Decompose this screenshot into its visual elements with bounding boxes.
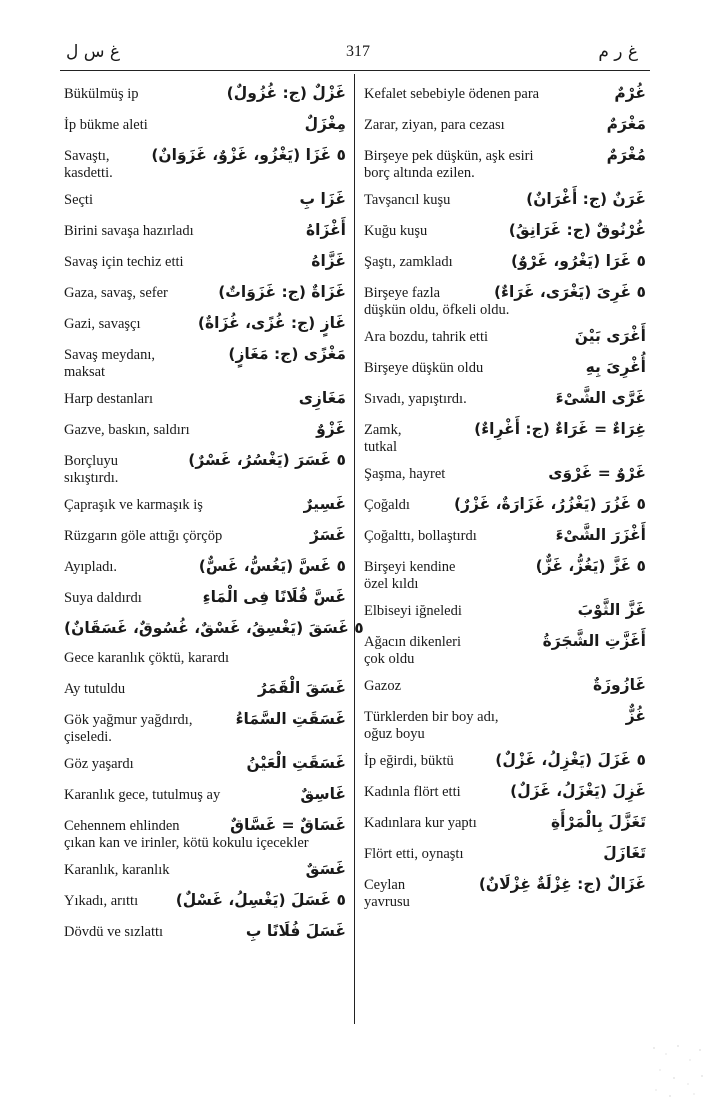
entry-line — [364, 460, 646, 487]
entry-line — [364, 80, 646, 107]
entry-turkish: Gaza, savaş, sefer — [64, 285, 168, 301]
dictionary-entry — [364, 186, 646, 213]
entry-continuation: özel kıldı — [364, 576, 419, 592]
dictionary-entry — [364, 840, 646, 867]
entry-line — [364, 385, 646, 412]
entry-turkish: Gazi, savaşçı — [64, 316, 141, 332]
entry-line — [364, 186, 646, 213]
entry-arabic: غَزِلَ (يَغْزَلُ، غَزَلٌ) — [510, 782, 646, 800]
dictionary-entry — [64, 310, 346, 337]
dictionary-entry — [364, 323, 646, 350]
entry-turkish: Bükülmüş ip — [64, 86, 139, 102]
entry-arabic: غَسَلَ فُلَانًا بِ — [245, 922, 346, 940]
entry-turkish: Ayıpladı. — [64, 559, 118, 575]
dictionary-entry — [64, 584, 346, 611]
entry-line — [64, 217, 346, 244]
entry-arabic: غَرَّى الشَّىْءَ — [555, 389, 646, 407]
entry-turkish: Göz yaşardı — [64, 756, 134, 772]
entry-arabic: ٥ غَزَلَ (يَغْزِلُ، غَزْلٌ) — [495, 751, 646, 769]
entry-turkish: Karanlık, karanlık — [64, 862, 170, 878]
entry-line — [64, 279, 346, 306]
entry-turkish: Birşeye düşkün oldu — [364, 360, 484, 376]
entry-turkish: Ay tutuldu — [64, 681, 126, 697]
entry-turkish: Kadınla flört etti — [364, 784, 461, 800]
entry-line — [364, 840, 646, 867]
entry-turkish: Kefalet sebebiyle ödenen para — [364, 86, 540, 102]
dictionary-entry — [64, 706, 346, 746]
dictionary-entry — [364, 460, 646, 487]
entry-arabic: غَاسِقٌ — [300, 785, 346, 803]
entry-turkish: İp bükme aleti — [64, 117, 148, 133]
entry-turkish: Türklerden bir boy adı, — [364, 709, 499, 725]
dictionary-entry — [364, 354, 646, 381]
entry-arabic: ٥ غَسَرَ (يَغْسُرُ، غَسْرٌ) — [188, 451, 346, 469]
dictionary-entry — [364, 142, 646, 182]
entry-continuation: kasdetti. — [64, 165, 113, 181]
dictionary-entry — [364, 416, 646, 456]
dictionary-entry — [64, 887, 346, 914]
dictionary-entry — [64, 416, 346, 443]
dictionary-entry — [364, 809, 646, 836]
entry-arabic: أَغْزَاهُ — [305, 221, 346, 239]
entry-line — [64, 416, 346, 443]
entry-line — [64, 750, 346, 777]
entry-arabic: مُغْرَمٌ — [606, 146, 646, 164]
dictionary-entry — [64, 856, 346, 883]
entry-turkish: Birini savaşa hazırladı — [64, 223, 194, 239]
entry-turkish: Şaştı, zamkladı — [364, 254, 453, 270]
entry-turkish: Tavşancıl kuşu — [364, 192, 451, 208]
entry-turkish: Elbiseyi iğneledi — [364, 603, 462, 619]
dictionary-entry — [64, 341, 346, 381]
entry-arabic: ٥ غَسَلَ (يَغْسِلُ، غَسْلٌ) — [175, 891, 346, 909]
entry-line — [64, 856, 346, 883]
header-rule — [60, 70, 650, 71]
dictionary-entry — [64, 447, 346, 487]
entry-line — [364, 217, 646, 244]
right-column — [364, 80, 646, 915]
entry-line — [64, 385, 346, 412]
entry-continuation: maksat — [64, 364, 106, 380]
entry-arabic: غَسَاقٌ = غَسَّاقٌ — [230, 816, 346, 834]
entry-turkish: Karanlık gece, tutulmuş ay — [64, 787, 221, 803]
entry-line — [64, 186, 346, 213]
dictionary-entry — [64, 918, 346, 945]
entry-line — [64, 887, 346, 914]
entry-turkish: Zarar, ziyan, para cezası — [364, 117, 505, 133]
entry-arabic: غَسَقَتِ السَّمَاءُ — [235, 710, 346, 728]
dictionary-entry — [364, 248, 646, 275]
dictionary-entry — [364, 80, 646, 107]
dictionary-entry — [364, 778, 646, 805]
dictionary-entry — [364, 553, 646, 593]
entry-arabic: غَزَالٌ (ج: غِزْلَةٌ غِزْلَانٌ) — [478, 875, 646, 893]
dictionary-entry — [64, 812, 346, 852]
entry-line — [64, 522, 346, 549]
entry-arabic: ٥ غَسَقَ (يَغْسِقُ، غَسْقٌ، غُسُوقٌ، غَسَقَانٌ) — [64, 619, 364, 637]
entry-line — [64, 918, 346, 945]
entry-turkish: Cehennem ehlinden — [64, 818, 180, 834]
entry-turkish: Çapraşık ve karmaşık iş — [64, 497, 203, 513]
entry-line — [64, 781, 346, 808]
entry-arabic: غَازٍ (ج: غُزًى، غُزَاةٌ) — [197, 314, 346, 332]
entry-turkish: Dövdü ve sızlattı — [64, 924, 164, 940]
entry-arabic: غُرْنُوقٌ (ج: غَرَانِقُ) — [508, 221, 646, 239]
dictionary-entry — [64, 80, 346, 107]
entry-turkish: Şaşma, hayret — [364, 466, 446, 482]
dictionary-entry — [364, 747, 646, 774]
entry-arabic: أَغَزَّتِ الشَّجَرَةُ — [542, 632, 646, 650]
entry-continuation: yavrusu — [364, 894, 410, 910]
dictionary-entry — [364, 491, 646, 518]
entry-arabic: ٥ غَزَا (يَغْزُو، غَزْوٌ، غَزَوَانٌ) — [151, 146, 346, 164]
entry-arabic: غُرْمٌ — [614, 84, 646, 102]
dictionary-entry — [64, 645, 346, 671]
dictionary-entry — [364, 111, 646, 138]
dictionary-entry — [64, 522, 346, 549]
entry-line — [364, 111, 646, 138]
entry-arabic: غُزٌّ — [625, 707, 646, 725]
entry-arabic: غَزَا بِ — [299, 190, 346, 208]
dictionary-entry — [64, 491, 346, 518]
entry-continuation: borç altında ezilen. — [364, 165, 475, 181]
entry-turkish: Çoğalttı, bollaştırdı — [364, 528, 477, 544]
entry-arabic: مَغْرَمٌ — [606, 115, 646, 133]
entry-line — [364, 747, 646, 774]
entry-continuation: oğuz boyu — [364, 726, 425, 742]
entry-turkish: Gazoz — [364, 678, 402, 694]
dictionary-entry — [364, 672, 646, 699]
entry-arabic: ٥ غَرِىَ (يَغْرَى، غَرَاءٌ) — [493, 283, 646, 301]
entry-line — [64, 675, 346, 702]
entry-arabic: مِغْزَلٌ — [304, 115, 346, 133]
entry-arabic: مَغْزًى (ج: مَغَازٍ) — [228, 345, 346, 363]
entry-arabic: ٥ غَرَا (يَغْرُو، غَرْوٌ) — [511, 252, 646, 270]
entry-line — [364, 354, 646, 381]
entry-turkish: Savaştı, — [64, 148, 110, 164]
entry-turkish: Ağacın dikenleri — [364, 634, 462, 650]
entry-arabic: غَزْوٌ — [316, 420, 346, 438]
entry-arabic: تَغَازَلَ — [603, 844, 646, 862]
entry-line — [64, 491, 346, 518]
entry-turkish: Gök yağmur yağdırdı, — [64, 712, 193, 728]
entry-turkish: Birşeye pek düşkün, aşk esiri — [364, 148, 534, 164]
entry-turkish: Suya daldırdı — [64, 590, 142, 606]
entry-continuation: çiseledi. — [64, 729, 112, 745]
entry-turkish: Rüzgarın göle attığı çörçöp — [64, 528, 223, 544]
entry-arabic: غَسَّ فُلَانًا فِى الْمَاءِ — [202, 588, 346, 606]
dictionary-entry — [364, 385, 646, 412]
entry-turkish: Savaş meydanı, — [64, 347, 156, 363]
dictionary-entry — [64, 111, 346, 138]
entry-line — [364, 597, 646, 624]
entry-line — [364, 248, 646, 275]
entry-arabic: أَغْرَى بَيْنَ — [574, 327, 646, 345]
dictionary-entry — [64, 142, 346, 182]
entry-line — [364, 491, 646, 518]
dictionary-entry — [64, 217, 346, 244]
entry-continuation: düşkün oldu, öfkeli oldu. — [364, 302, 510, 318]
entry-line — [64, 248, 346, 275]
dictionary-entry — [64, 675, 346, 702]
entry-arabic: أُغْرِىَ بِهِ — [585, 358, 646, 376]
left-column — [64, 80, 364, 949]
entry-turkish: Borçluyu — [64, 453, 118, 469]
entry-arabic: غَسَرٌ — [309, 526, 346, 544]
entry-arabic: ٥ غَزُرَ (يَغْزُرُ، غَزَارَةٌ، غَزْرٌ) — [453, 495, 646, 513]
entry-turkish: Kadınlara kur yaptı — [364, 815, 477, 831]
scan-noise — [648, 1040, 708, 1100]
entry-turkish: Seçti — [64, 192, 93, 208]
entry-turkish: İp eğirdi, büktü — [364, 753, 454, 769]
header-right-letters: غ ر م — [598, 42, 638, 62]
column-divider — [354, 74, 355, 1024]
entry-arabic: أَغْزَرَ الشَّىْءَ — [555, 526, 646, 544]
header-left-letters: غ س ل — [66, 42, 121, 62]
entry-arabic: غَزْلٌ (ج: غُزُولٌ) — [226, 84, 346, 102]
entry-line — [364, 778, 646, 805]
page-number: 317 — [346, 43, 370, 60]
dictionary-entry — [64, 615, 364, 641]
entry-arabic: غَزَّ الثَّوْبَ — [577, 601, 646, 619]
entry-line — [64, 80, 346, 107]
dictionary-entry — [364, 871, 646, 911]
entry-line — [64, 645, 346, 671]
dictionary-entry — [64, 186, 346, 213]
entry-line — [364, 809, 646, 836]
entry-continuation: sıkıştırdı. — [64, 470, 119, 486]
entry-turkish: Sıvadı, yapıştırdı. — [364, 391, 467, 407]
entry-arabic: مَغَازِى — [298, 389, 346, 407]
dictionary-entry — [364, 522, 646, 549]
entry-line — [364, 672, 646, 699]
dictionary-entry — [64, 279, 346, 306]
entry-arabic: غَسِيرٌ — [303, 495, 346, 513]
dictionary-entry — [364, 217, 646, 244]
entry-arabic: غَسَقَتِ الْعَيْنُ — [246, 754, 346, 772]
entry-turkish: Birşeye fazla — [364, 285, 441, 301]
entry-turkish: Zamk, — [364, 422, 402, 438]
dictionary-entry — [364, 703, 646, 743]
entry-turkish: Yıkadı, arıttı — [64, 893, 139, 909]
entry-continuation: çıkan kan ve irinler, kötü kokulu içecekler — [64, 835, 309, 851]
entry-turkish: Harp destanları — [64, 391, 153, 407]
entry-arabic: غَزَاةٌ (ج: غَزَوَاتٌ) — [218, 283, 346, 301]
dictionary-entry — [364, 279, 646, 319]
entry-arabic: ٥ غَسَّ (يَغُسُّ، غَسٌّ) — [198, 557, 346, 575]
entry-arabic: غَسَقَ الْقَمَرُ — [257, 679, 346, 697]
dictionary-entry — [64, 553, 346, 580]
dictionary-entry — [64, 750, 346, 777]
entry-line — [64, 615, 364, 641]
entry-continuation: tutkal — [364, 439, 398, 455]
dictionary-entry — [364, 597, 646, 624]
entry-continuation: çok oldu — [364, 651, 415, 667]
entry-turkish: Birşeyi kendine — [364, 559, 456, 575]
entry-turkish: Kuğu kuşu — [364, 223, 428, 239]
entry-turkish: Savaş için techiz etti — [64, 254, 184, 270]
dictionary-entry — [64, 385, 346, 412]
entry-turkish: Gazve, baskın, saldırı — [64, 422, 190, 438]
entry-arabic: غَرْوٌ = غَرْوَى — [548, 464, 646, 482]
entry-arabic: غِرَاءٌ = غَرَاءٌ (ج: أَغْرِاءٌ) — [474, 420, 646, 438]
entry-line — [364, 323, 646, 350]
entry-arabic: تَغَزَّلَ بِالْمَرْأَةِ — [550, 813, 646, 831]
entry-turkish: Ceylan — [364, 877, 406, 893]
entry-line — [64, 310, 346, 337]
entry-line — [364, 522, 646, 549]
entry-turkish: Gece karanlık çöktü, karardı — [64, 650, 230, 666]
entry-turkish: Flört etti, oynaştı — [364, 846, 464, 862]
entry-line — [64, 553, 346, 580]
entry-arabic: غَازُوزَةٌ — [592, 676, 646, 694]
entry-arabic: غَزَّاهُ — [311, 252, 346, 270]
entry-arabic: غَرَنٌ (ج: أَغْرَانٌ) — [526, 190, 646, 208]
entry-line — [64, 584, 346, 611]
entry-line — [64, 111, 346, 138]
entry-arabic: غَسَقٌ — [305, 860, 346, 878]
entry-arabic: ٥ غَزَّ (يَغُزُّ، غَزٌّ) — [535, 557, 646, 575]
dictionary-entry — [64, 248, 346, 275]
dictionary-entry — [64, 781, 346, 808]
entry-turkish: Çoğaldı — [364, 497, 410, 513]
dictionary-entry — [364, 628, 646, 668]
entry-turkish: Ara bozdu, tahrik etti — [364, 329, 489, 345]
